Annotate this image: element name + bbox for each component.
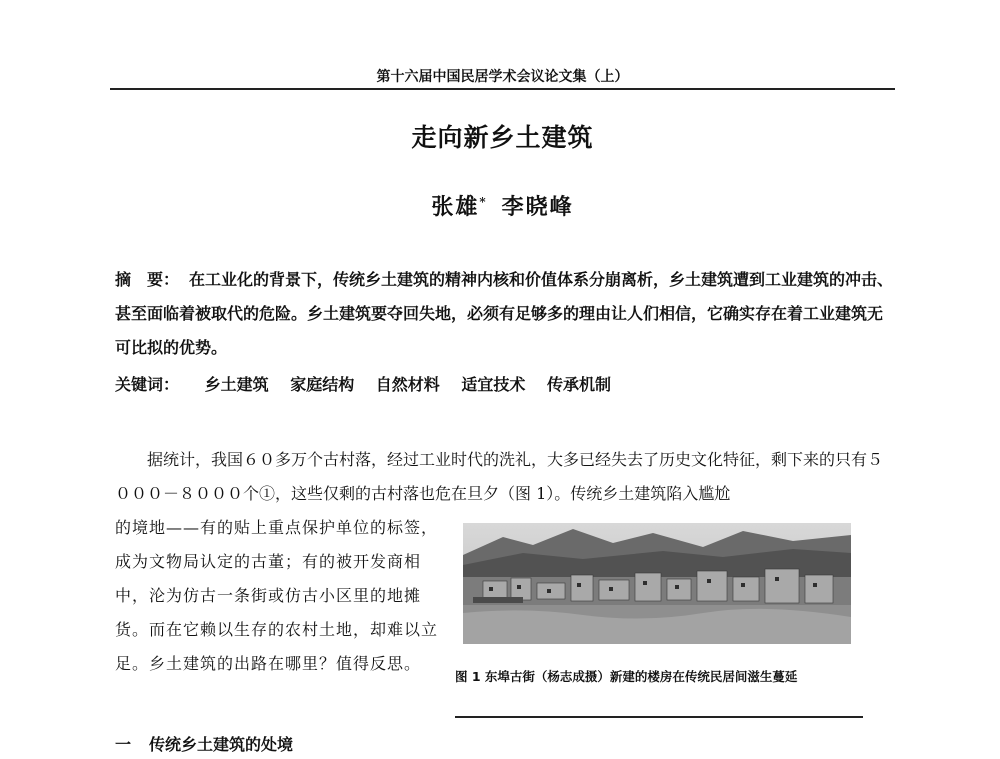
body-paragraph-1: 据统计，我国６０多万个古村落，经过工业时代的洗礼，大多已经失去了历史文化特征，剩下来的只有５０００－８０００个①，这些仅剩的古村落也危在旦夕（图 1）。传统乡土建筑陷入尴尬 (115, 450, 884, 503)
keywords (115, 372, 895, 395)
figure-1-photo (463, 523, 851, 644)
author-2: 李晓峰 (501, 194, 574, 220)
keyword: 家庭结构 (290, 375, 355, 394)
section-1-title: 传统乡土建筑的处境 (149, 735, 294, 754)
keywords-label: 关键词： (115, 375, 180, 394)
keyword: 适宜技术 (461, 375, 526, 394)
abstract (115, 263, 895, 365)
body-paragraph-1-wrap: 的境地——有的贴上重点保护单位的标签，成为文物局认定的古董；有的被开发商相中，沦为仿古一条街或仿古小区里的地摊货。而在它赖以生存的农村土地，却难以立足。乡土建筑的出路在哪里？值得反思。 (115, 518, 439, 673)
abstract-text: 在工业化的背景下，传统乡土建筑的精神内核和价值体系分崩离析，乡土建筑遭到工业建筑的冲击、甚至面临着被取代的危险。乡土建筑要夺回失地，必须有足够多的理由让人们相信，它确实存在着工业建筑无可比拟的优势。 (115, 270, 894, 357)
proceedings-header: 第十六届中国民居学术会议论文集（上） (376, 69, 629, 85)
abstract-label: 摘 要： (115, 270, 180, 289)
section-1-heading (115, 732, 293, 755)
authors (110, 190, 895, 221)
keyword: 自然材料 (375, 375, 440, 394)
article-title: 走向新乡土建筑 (411, 123, 594, 152)
author-1-footnote-mark: * (479, 194, 488, 209)
keyword: 传承机制 (546, 375, 611, 394)
keyword: 乡土建筑 (204, 375, 269, 394)
section-1-number: 一 (115, 735, 132, 754)
author-1: 张雄 (431, 194, 480, 220)
caption-rule (455, 716, 863, 718)
figure-1-caption: 图 1 东埠古街（杨志成摄）新建的楼房在传统民居间滋生蔓延 (455, 669, 798, 684)
header-rule (110, 88, 895, 90)
